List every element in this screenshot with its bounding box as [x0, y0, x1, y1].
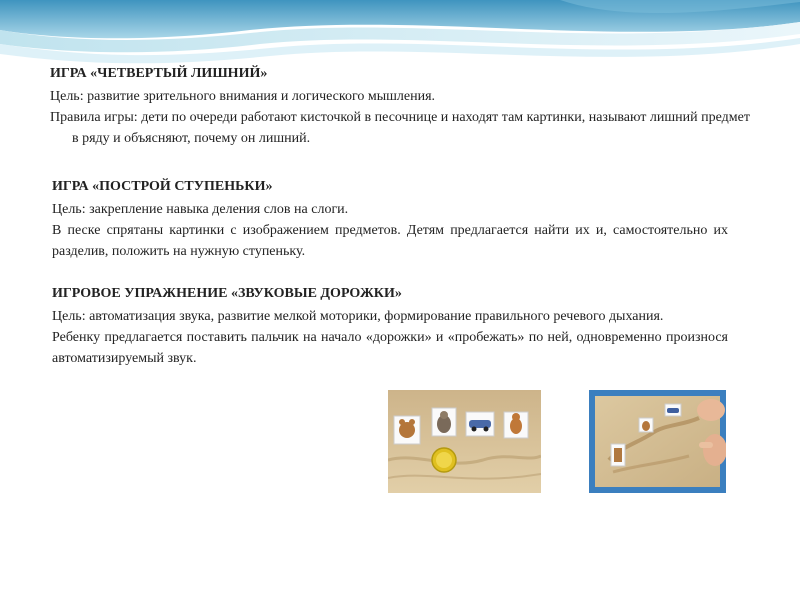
- section-fourth-odd-game: [50, 63, 750, 149]
- photo-sand-paths-tray: [589, 390, 726, 493]
- section-sound-paths-exercise: [52, 283, 728, 369]
- goal-text: Цель: закрепление навыка деления слов на слоги.: [52, 202, 349, 217]
- description-text: В песке спрятаны картинки с изображением предметов. Детям предлагается найти их и, самостоятельно их разделив, положить на нужную ступеньку.: [52, 223, 728, 259]
- goal-text: Цель: автоматизация звука, развитие мелкой моторики, формирование правильного речевого дыхания.: [52, 309, 664, 324]
- section-heading: ИГРОВОЕ УПРАЖНЕНИЕ «ЗВУКОВЫЕ ДОРОЖКИ»: [52, 286, 402, 301]
- photo-sand-cards: [388, 390, 541, 493]
- section-heading: ИГРА «ПОСТРОЙ СТУПЕНЬКИ»: [52, 179, 273, 194]
- rules-text: Правила игры: дети по очереди работают кисточкой в песочнице и находят там картинки, называют лишний предмет в ряду и объясняют, почему он лишний.: [50, 110, 750, 146]
- goal-text: Цель: развитие зрительного внимания и логического мышления.: [50, 89, 436, 104]
- description-text: Ребенку предлагается поставить пальчик на начало «дорожки» и «пробежать» по ней, одновременно произнося автоматизируемый звук.: [52, 330, 728, 366]
- section-build-steps-game: [52, 176, 728, 262]
- section-heading: ИГРА «ЧЕТВЕРТЫЙ ЛИШНИЙ»: [50, 66, 268, 81]
